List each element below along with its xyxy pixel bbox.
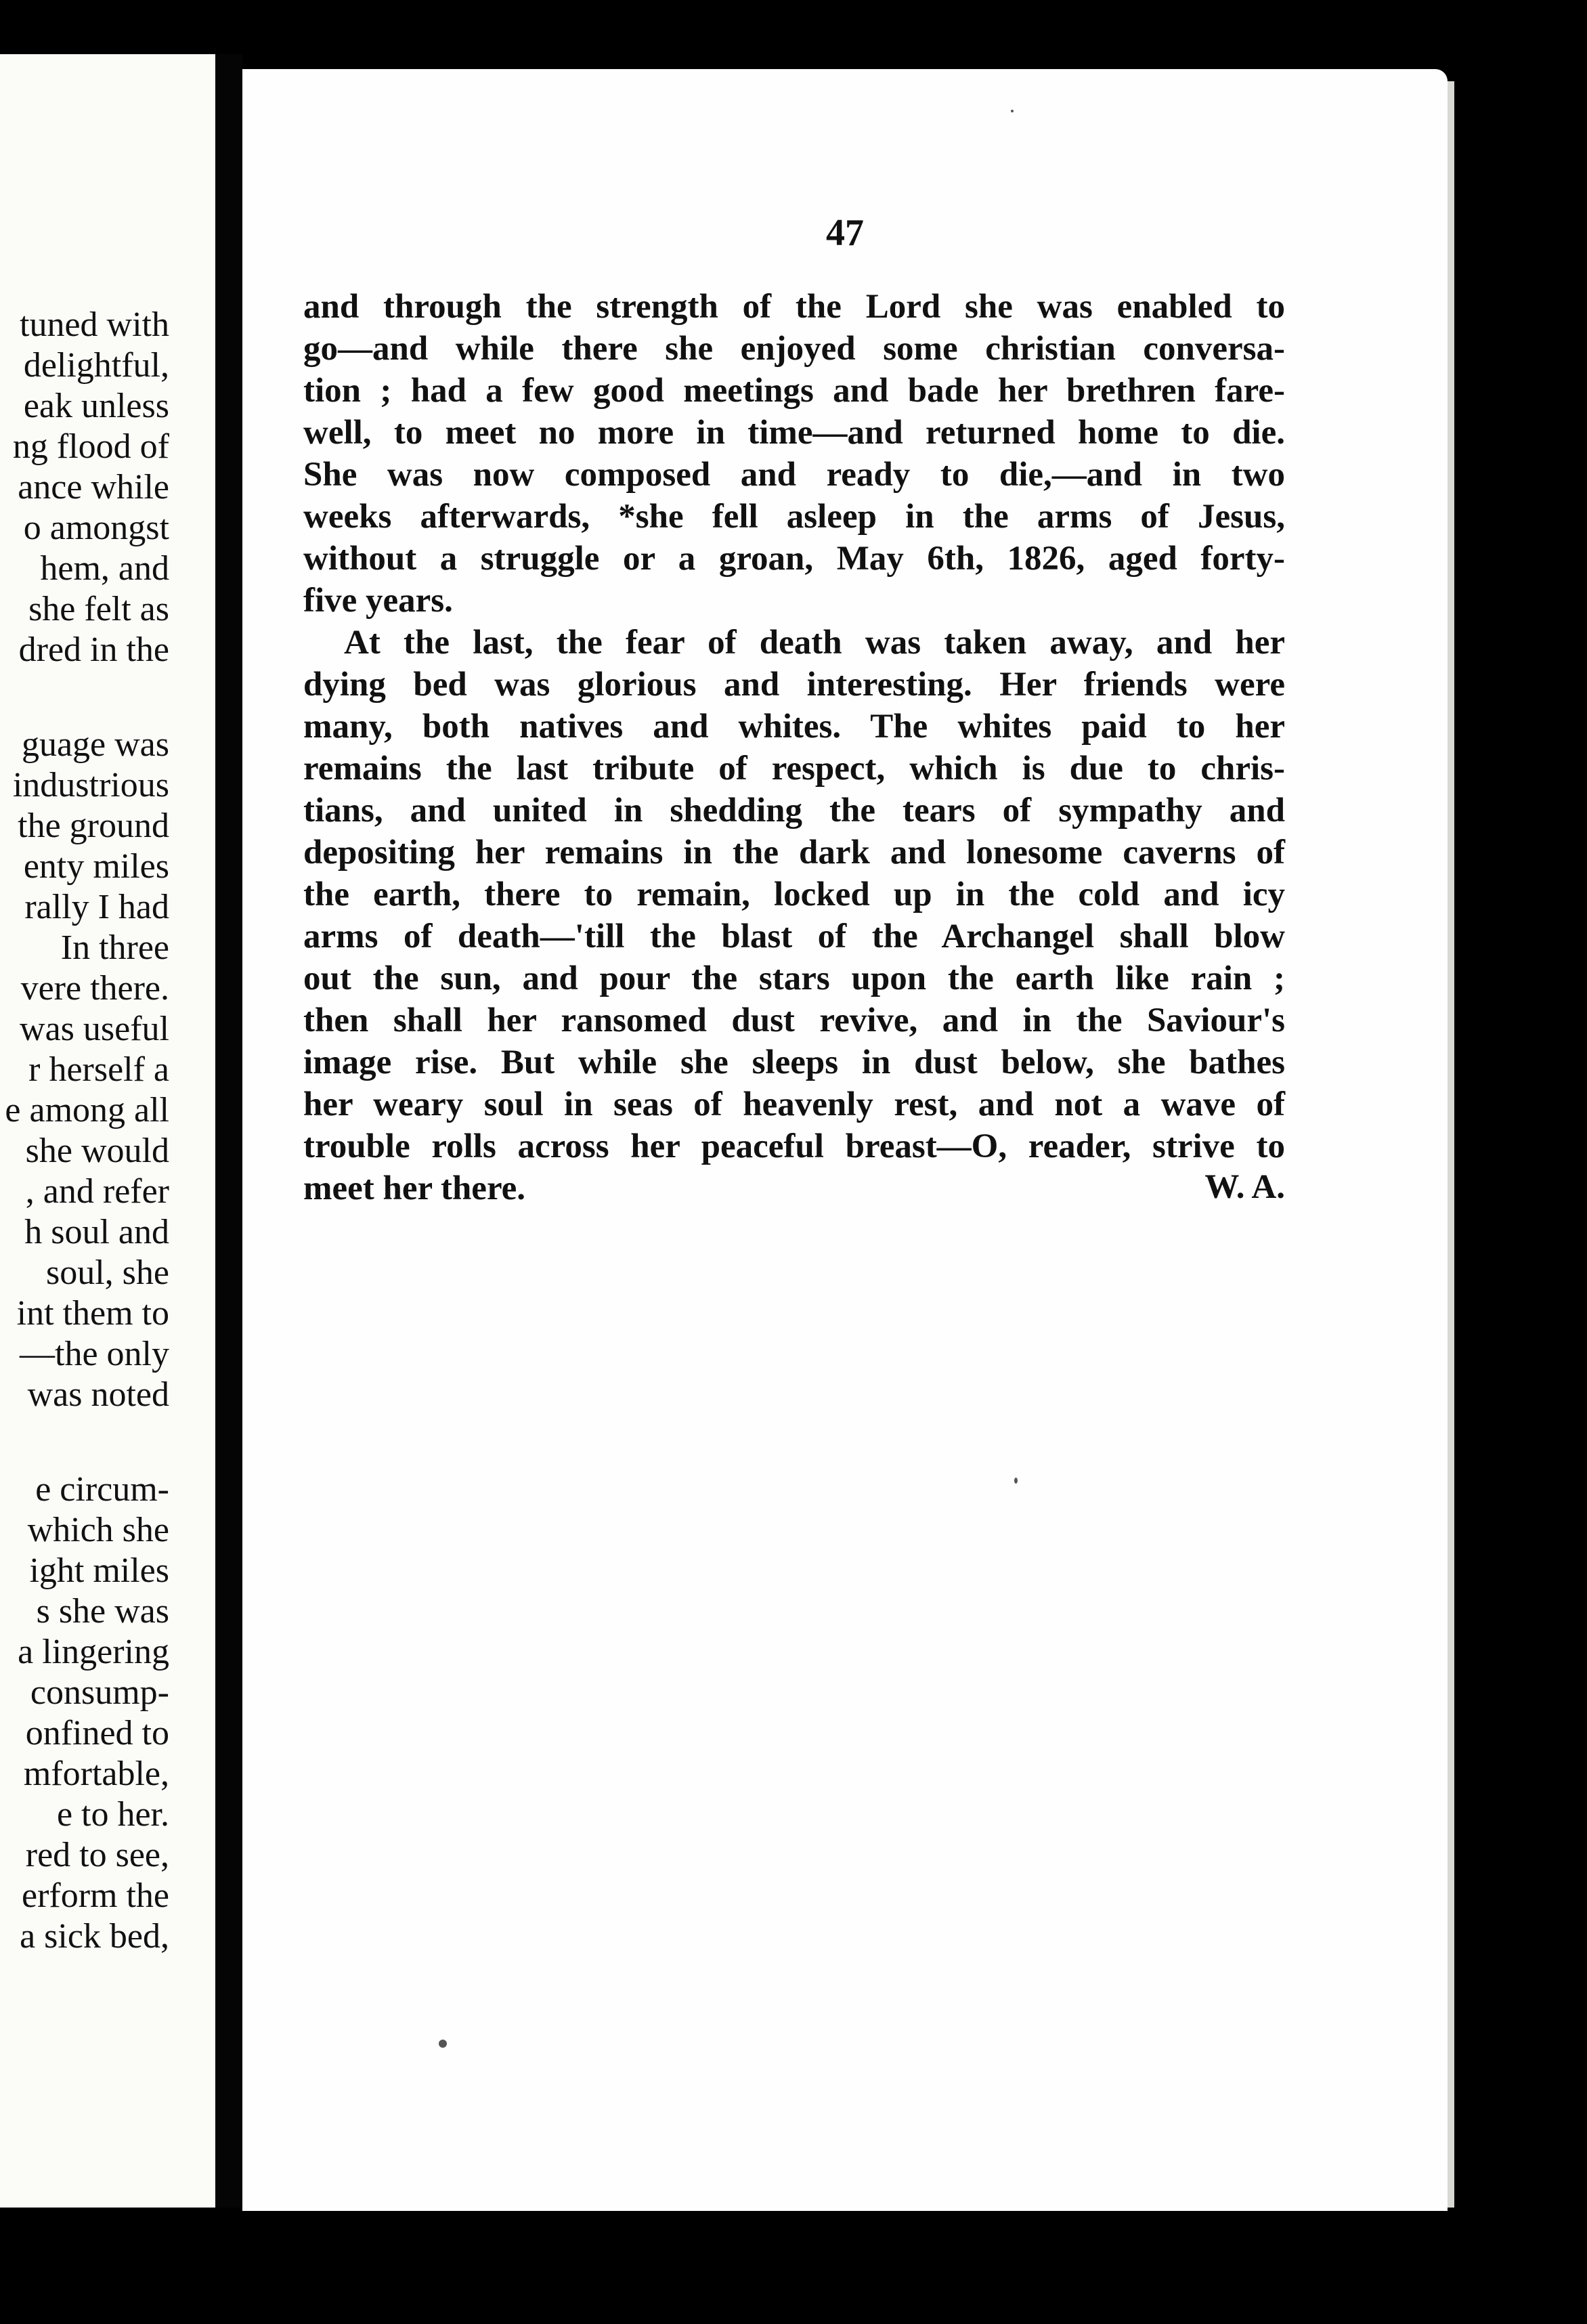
left-line: s she was	[36, 1592, 169, 1631]
text-line: her weary soul in seas of heavenly rest, and not a wave of	[303, 1085, 1285, 1123]
text-line: the earth, there to remain, locked up in the cold and icy	[303, 876, 1285, 913]
ink-speck	[1011, 110, 1014, 112]
page-number: 47	[826, 212, 864, 254]
left-line: —the only	[20, 1335, 169, 1373]
left-line: she felt as	[28, 590, 169, 628]
left-line: was noted	[27, 1375, 169, 1414]
left-line: a lingering	[18, 1633, 169, 1671]
text-line: trouble rolls across her peaceful breast—O, reader, strive to	[303, 1127, 1285, 1165]
left-line: which she	[27, 1511, 169, 1549]
left-line: guage was	[21, 725, 169, 764]
text-line: depositing her remains in the dark and lonesome caverns of	[303, 834, 1285, 872]
body-text	[303, 286, 1285, 1209]
text-line: arms of death—'till the blast of the Archangel shall blow	[303, 918, 1285, 955]
text-line: dying bed was glorious and interesting. Her friends were	[303, 666, 1285, 704]
text-line: then shall her ransomed dust revive, and in the Saviour's	[303, 1002, 1285, 1039]
left-line: tuned with	[20, 305, 169, 344]
left-line: mfortable,	[23, 1755, 169, 1793]
left-line: the ground	[18, 806, 169, 845]
text-line: At the last, the fear of death was taken away, and her	[344, 624, 1285, 662]
left-line: ng flood of	[12, 427, 169, 466]
text-line: tians, and united in shedding the tears of sympathy and	[303, 792, 1285, 830]
text-line: weeks afterwards, *she fell asleep in the arms of Jesus,	[303, 498, 1285, 536]
left-line: enty miles	[23, 847, 169, 886]
text-line: tion ; had a few good meetings and bade her brethren fare-	[303, 372, 1285, 410]
signature: W. A.	[1204, 1168, 1285, 1206]
left-line: ight miles	[29, 1551, 169, 1590]
left-line: was useful	[20, 1010, 169, 1048]
text-line: remains the last tribute of respect, which is due to chris-	[303, 750, 1285, 788]
left-line: delightful,	[23, 346, 169, 385]
left-line: o amongst	[23, 509, 169, 547]
text-line: She was now composed and ready to die,—and in two	[303, 456, 1285, 494]
left-page-fragment	[0, 54, 215, 2208]
text-line: well, to meet no more in time—and returned home to die.	[303, 414, 1285, 452]
left-line: ance while	[18, 468, 169, 507]
left-line: e circum-	[35, 1470, 169, 1509]
left-line: e to her.	[56, 1795, 169, 1834]
left-line: soul, she	[46, 1253, 169, 1292]
left-line: onfined to	[25, 1714, 169, 1752]
ink-speck	[1014, 1478, 1018, 1484]
left-line: eak unless	[23, 387, 169, 425]
text-line: and through the strength of the Lord she was enabled to	[303, 288, 1285, 326]
text-line: many, both natives and whites. The whites paid to her	[303, 708, 1285, 746]
left-line: r herself a	[28, 1050, 169, 1089]
left-line: dred in the	[18, 630, 169, 669]
left-line: consump-	[30, 1673, 169, 1712]
left-line: vere there.	[20, 969, 169, 1008]
left-line: int them to	[16, 1294, 169, 1333]
left-line: erform the	[21, 1876, 169, 1915]
left-line: , and refer	[25, 1172, 169, 1211]
text-line: without a struggle or a groan, May 6th, 1826, aged forty-	[303, 540, 1285, 578]
right-page	[242, 69, 1448, 2211]
text-line: image rise. But while she sleeps in dust below, she bathes	[303, 1043, 1285, 1081]
text-line: go—and while there she enjoyed some christian conversa-	[303, 330, 1285, 368]
left-line: hem, and	[40, 549, 169, 588]
page-edge	[1448, 81, 1454, 2208]
left-line: e among all	[5, 1091, 169, 1129]
text-line: out the sun, and pour the stars upon the earth like rain ;	[303, 960, 1285, 997]
left-line: rally I had	[24, 888, 169, 926]
book-gutter	[215, 54, 242, 2208]
ink-speck	[439, 2040, 447, 2048]
closing-line	[303, 1167, 1285, 1209]
left-line: she would	[25, 1132, 169, 1170]
text-line: five years.	[303, 582, 453, 620]
left-line: red to see,	[25, 1836, 169, 1874]
text-line: meet her there.	[303, 1169, 526, 1207]
left-line: industrious	[12, 766, 169, 804]
left-line: In three	[60, 928, 169, 967]
left-line: h soul and	[24, 1213, 169, 1251]
left-line: a sick bed,	[20, 1917, 169, 1956]
